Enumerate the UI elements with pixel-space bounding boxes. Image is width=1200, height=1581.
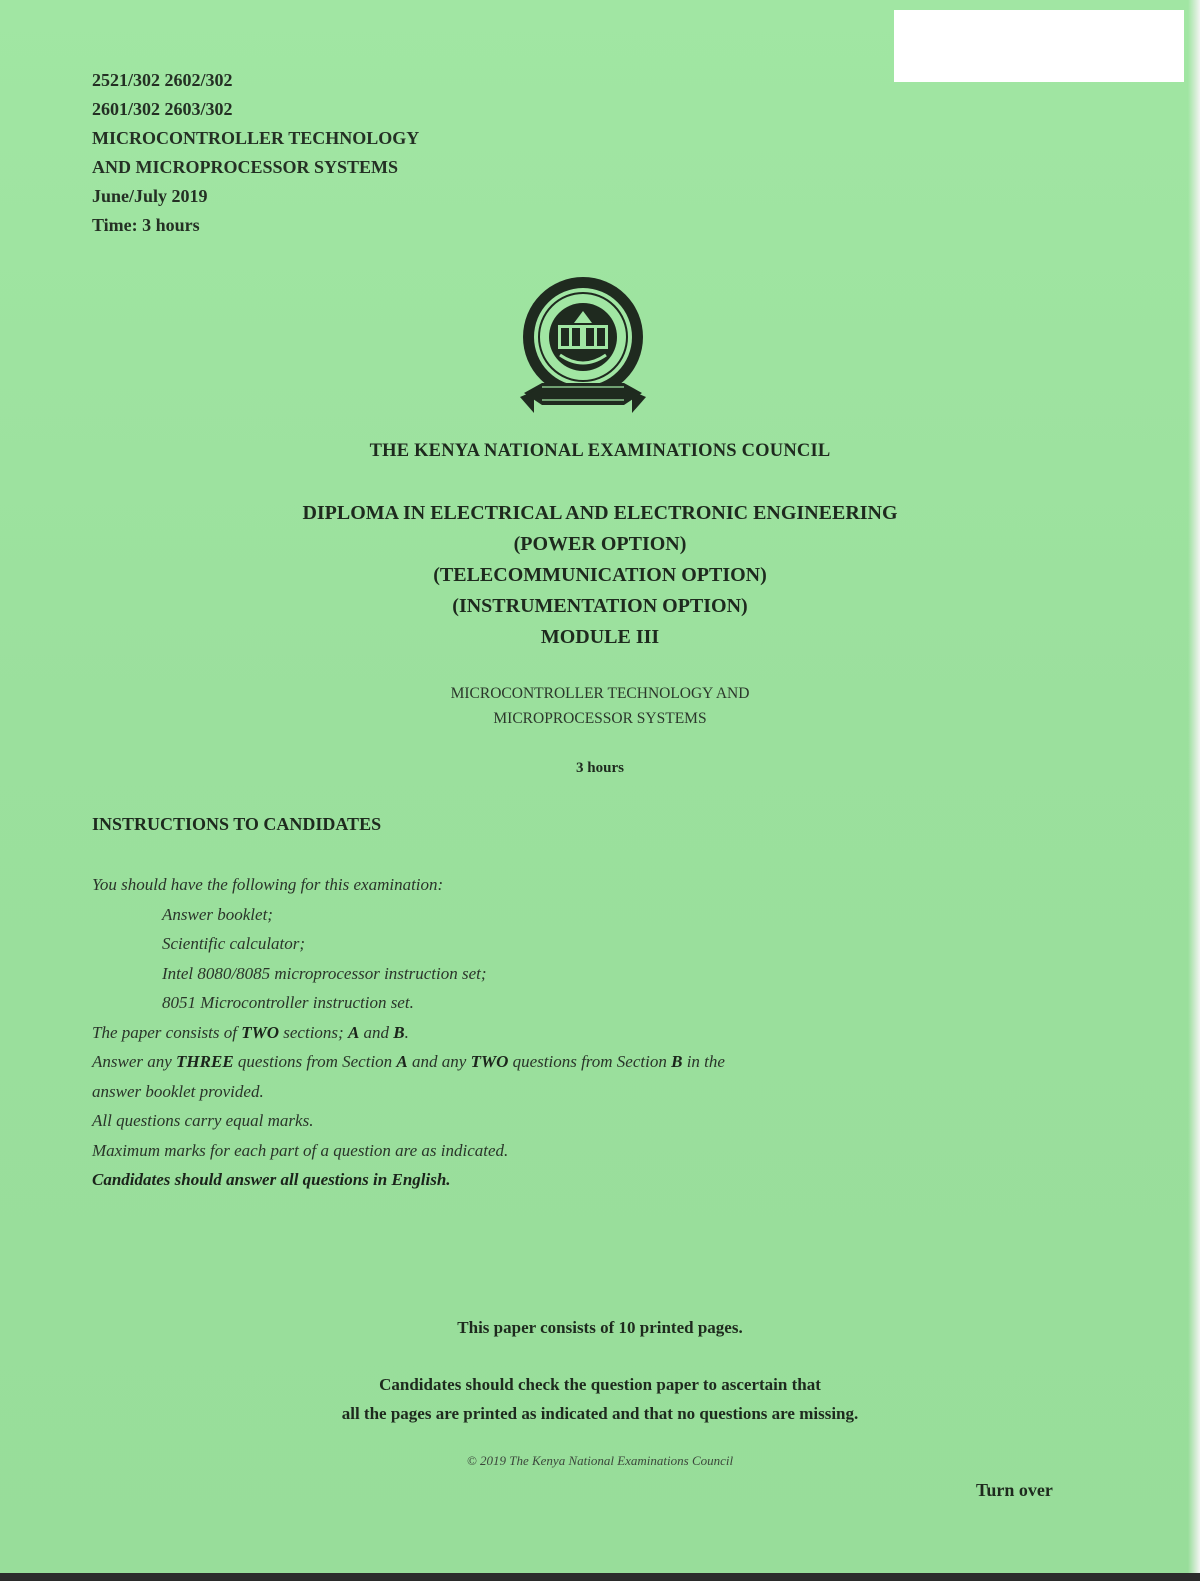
diploma-title — [0, 498, 1200, 653]
paper-subject-line-2: AND MICROPROCESSOR SYSTEMS — [92, 157, 399, 177]
paper-codes-line-2: 2601/302 2603/302 — [92, 99, 233, 119]
diploma-line-2: (POWER OPTION) — [513, 533, 687, 555]
diploma-line-4: (INSTRUMENTATION OPTION) — [452, 595, 748, 617]
printed-pages-note: This paper consists of 10 printed pages. — [457, 1318, 743, 1337]
knec-seal-icon — [520, 275, 646, 425]
duration: 3 hours — [576, 760, 624, 776]
page-edge-shadow — [1188, 0, 1200, 1581]
paper-subject-line-1: MICROCONTROLLER TECHNOLOGY — [92, 128, 420, 148]
exam-time: Time: 3 hours — [92, 215, 200, 235]
paper-codes-line-1: 2521/302 2602/302 — [92, 70, 233, 90]
page-bottom-edge — [0, 1573, 1200, 1581]
required-item: Intel 8080/8085 microprocessor instruction set; — [162, 963, 487, 983]
diploma-line-1: DIPLOMA IN ELECTRICAL AND ELECTRONIC ENGINEERING — [302, 502, 898, 524]
required-item: Scientific calculator; — [162, 934, 306, 953]
check-line-2: all the pages are printed as indicated and that no questions are missing. — [341, 1404, 859, 1423]
max-marks-note: Maximum marks for each part of a question are as indicated. — [92, 1140, 509, 1160]
instructions-heading: INSTRUCTIONS TO CANDIDATES — [92, 814, 382, 834]
diploma-line-3: (TELECOMMUNICATION OPTION) — [433, 564, 767, 586]
sections-instruction: The paper consists of TWO sections; A and B. — [92, 1022, 409, 1042]
required-item: Answer booklet; — [162, 904, 273, 924]
turn-over-note: Turn over — [976, 1480, 1053, 1500]
council-name: THE KENYA NATIONAL EXAMINATIONS COUNCIL — [369, 441, 831, 461]
instructions-intro: You should have the following for this examination: — [92, 875, 444, 894]
english-note: Candidates should answer all questions in English. — [92, 1170, 451, 1189]
subject-line-2: MICROPROCESSOR SYSTEMS — [493, 710, 707, 727]
paper-header — [92, 66, 419, 240]
instructions-body — [92, 870, 1092, 1195]
required-item: 8051 Microcontroller instruction set. — [162, 993, 414, 1012]
subject-line-1: MICROCONTROLLER TECHNOLOGY AND — [450, 685, 750, 702]
check-line-1: Candidates should check the question paper to ascertain that — [379, 1375, 821, 1394]
module-label: MODULE III — [540, 626, 660, 648]
equal-marks-note: All questions carry equal marks. — [92, 1111, 314, 1130]
check-pages-note — [0, 1370, 1200, 1428]
redaction-box — [894, 10, 1184, 82]
copyright: © 2019 The Kenya National Examinations Council — [466, 1453, 734, 1468]
answer-instruction: Answer any THREE questions from Section A and any TWO questions from Section B in the — [92, 1052, 725, 1071]
answer-instruction-cont: answer booklet provided. — [92, 1081, 264, 1101]
exam-session: June/July 2019 — [92, 186, 208, 206]
subject-title — [0, 681, 1200, 731]
